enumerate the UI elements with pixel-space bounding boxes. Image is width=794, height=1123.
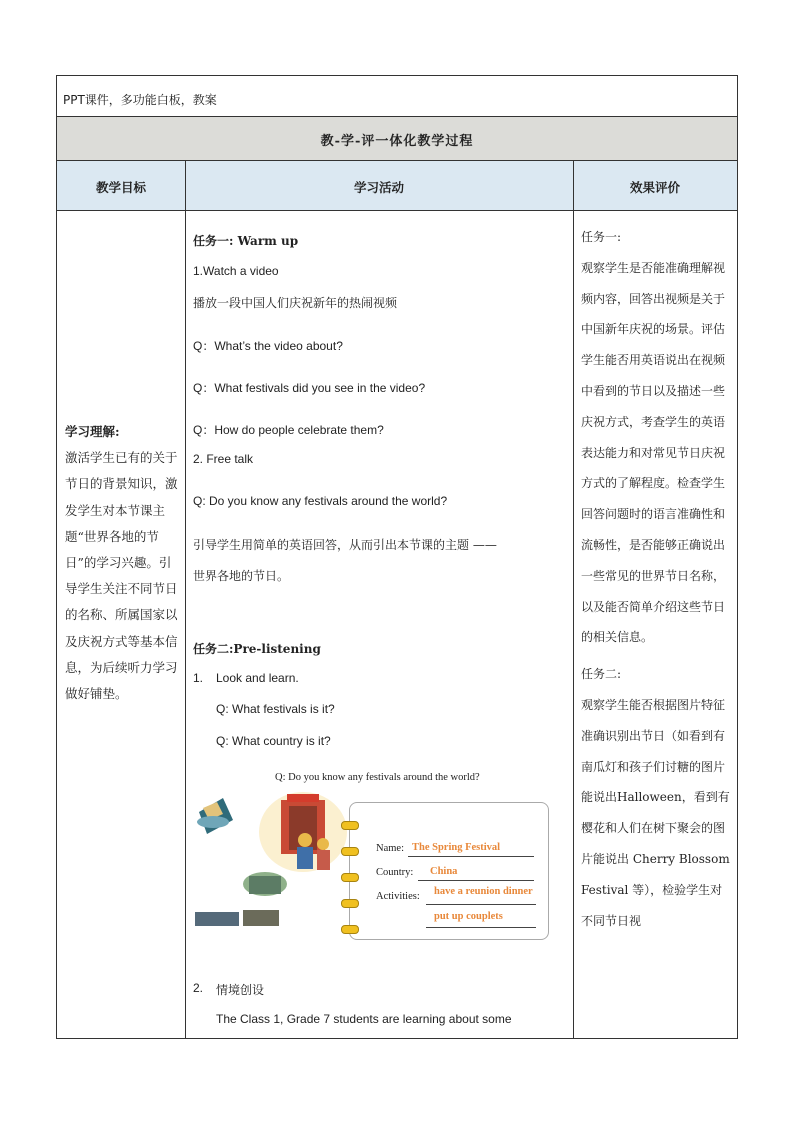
country-label: Country: bbox=[376, 867, 414, 878]
question-3: Q：How do people celebrate them? bbox=[193, 423, 384, 437]
question-1: Q：What’s the video about? bbox=[193, 339, 343, 353]
task2-title: 任务二:Pre-listening bbox=[193, 642, 321, 656]
task1-step1-desc: 播放一段中国人们庆祝新年的热闹视频 bbox=[193, 296, 398, 310]
question-4: Q: Do you know any festivals around the world? bbox=[193, 494, 448, 508]
festival-card bbox=[349, 802, 549, 940]
question-6: Q: What country is it? bbox=[216, 734, 331, 748]
binder-ring-icon bbox=[341, 847, 359, 856]
binder-ring-icon bbox=[341, 899, 359, 908]
column-divider-1 bbox=[185, 161, 186, 1039]
goal-text: 激活学生已有的关于节日的背景知识，激发学生对本节课主题“世界各地的节日”的学习兴趣。引导学生关注不同节日的名称、所属国家以及庆祝方式等基本信息，为后续听力学习做好铺垫。 bbox=[65, 450, 178, 702]
header-evaluation: 效果评价 bbox=[629, 180, 680, 195]
festival-figure bbox=[193, 772, 553, 952]
activity-2: put up couplets bbox=[434, 911, 503, 922]
column-divider-2 bbox=[573, 161, 574, 1039]
activity-1: have a reunion dinner bbox=[434, 886, 533, 897]
task2-step2-desc: The Class 1, Grade 7 students are learning about some bbox=[216, 1012, 512, 1026]
goal-cell bbox=[65, 419, 179, 707]
task1-step2: 2. Free talk bbox=[193, 452, 254, 466]
activities-label: Activities: bbox=[376, 891, 420, 902]
couplet-banner-icon bbox=[287, 794, 319, 802]
header-activity: 学习活动 bbox=[353, 180, 404, 195]
eval-task1-text: 观察学生是否能准确理解视频内容，回答出视频是关于中国新年庆祝的场景。评估学生能否用英语说出在视频中看到的节日以及描述一些庆祝方式，考查学生的英语表达能力和对常见节日庆祝方式的了解程度。检查学生回答问题时的语言准确性和流畅性，是否能够正确说出一些常见的世界节日名称，以及能否简单介绍这些节日的相关信息。 bbox=[581, 260, 726, 645]
figure-question: Q: Do you know any festivals around the world? bbox=[275, 772, 480, 783]
name-label: Name: bbox=[376, 843, 404, 854]
crowd-icon bbox=[195, 912, 239, 926]
binder-ring-icon bbox=[341, 925, 359, 934]
binder-ring-icon bbox=[341, 821, 359, 830]
eval-task2-title: 任务二: bbox=[581, 667, 622, 682]
section-title-row bbox=[57, 117, 737, 161]
task2-step1-number: 1. bbox=[193, 671, 204, 685]
question-5: Q: What festivals is it? bbox=[216, 702, 335, 716]
task1-title: 任务一: Warm up bbox=[193, 234, 299, 248]
materials-row bbox=[57, 76, 737, 117]
question-2: Q：What festivals did you see in the video? bbox=[193, 381, 426, 395]
column-header-row bbox=[57, 161, 737, 211]
task2-step2-number: 2. bbox=[193, 981, 204, 995]
name-value: The Spring Festival bbox=[412, 842, 501, 853]
eval-task1-title: 任务一: bbox=[581, 230, 622, 244]
evaluation-cell bbox=[581, 222, 733, 936]
materials-text: PPT课件，多功能白板，教案 bbox=[63, 93, 217, 107]
lesson-table bbox=[56, 75, 738, 1039]
goal-heading: 学习理解: bbox=[65, 424, 120, 439]
task2-step2: 情境创设 bbox=[216, 983, 265, 997]
task1-step1: 1.Watch a video bbox=[193, 264, 279, 278]
guide-line-2: 世界各地的节日。 bbox=[193, 569, 290, 583]
task2-step1: Look and learn. bbox=[216, 671, 299, 685]
country-value: China bbox=[430, 866, 458, 877]
header-goal: 教学目标 bbox=[95, 180, 146, 195]
spring-festival-illustration bbox=[193, 772, 349, 952]
guide-line-1: 引导学生用简单的英语回答，从而引出本节课的主题 —— bbox=[193, 538, 497, 552]
section-title: 教-学-评一体化教学过程 bbox=[320, 134, 474, 149]
binder-ring-icon bbox=[341, 873, 359, 882]
eval-task2-text: 观察学生能否根据图片特征准确识别出节日（如看到有南瓜灯和孩子们讨糖的图片能说出Halloween，看到有樱花和人们在树下聚会的图片能说出 Cherry Blossom Festival 等），检验学生对不同节日视 bbox=[581, 697, 730, 928]
person-head-icon bbox=[298, 833, 312, 847]
